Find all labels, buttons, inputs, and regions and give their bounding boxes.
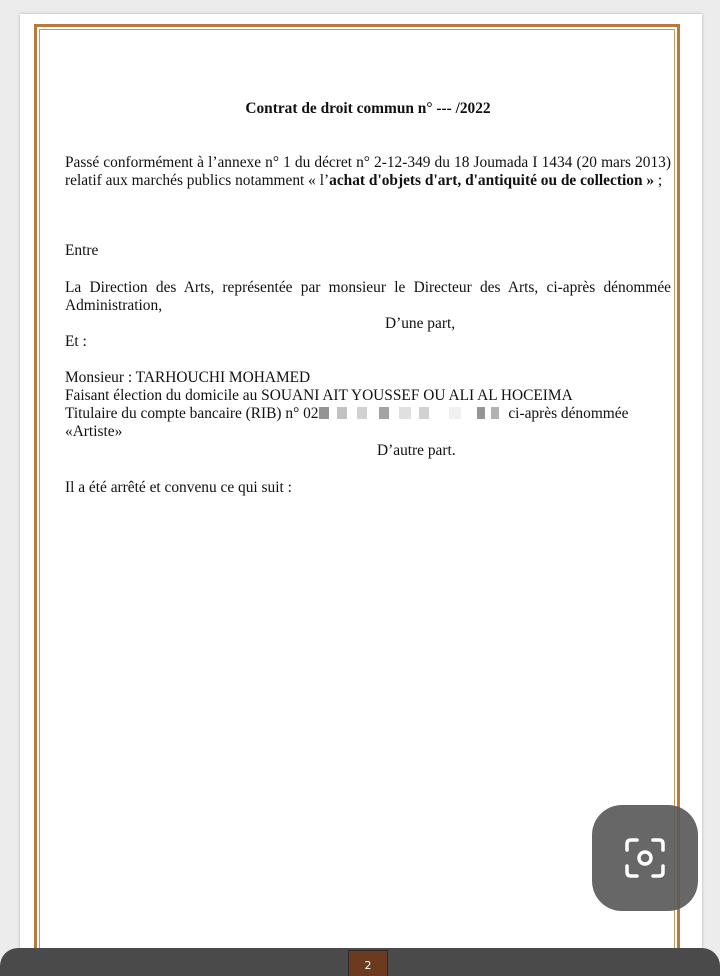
- monsieur-line: Monsieur : TARHOUCHI MOHAMED: [65, 369, 311, 386]
- et-label: Et :: [65, 333, 87, 350]
- convenu-line: Il a été arrêté et convenu ce qui suit :: [65, 479, 292, 496]
- domicile-line: Faisant élection du domicile au SOUANI AIT YOUSSEF OU ALI AL HOCEIMA: [65, 387, 573, 404]
- rib-line: [65, 405, 671, 423]
- lens-scan-button[interactable]: [592, 805, 698, 911]
- contract-title: Contrat de droit commun n° --- /2022: [245, 100, 491, 117]
- lens-scan-icon: [621, 834, 669, 882]
- preamble-bold-text: achat d'objets d'art, d'antiquité ou de collection »: [329, 172, 655, 189]
- preamble-paragraph: [65, 154, 671, 190]
- dune-part-label: D’une part,: [385, 315, 456, 332]
- page-number-indicator[interactable]: 2: [348, 950, 388, 976]
- preamble-text: Passé conformément à l’annexe n° 1 du décret n° 2-12-349 du 18 Joumada I 1434 (20 mars 2013) relatif aux marchés publics notamment « l’: [65, 154, 671, 189]
- dautre-part-label: D’autre part.: [377, 442, 456, 459]
- artiste-label: «Artiste»: [65, 423, 123, 440]
- administration-paragraph: La Direction des Arts, représentée par monsieur le Directeur des Arts, ci-après dénommée Administration,: [65, 279, 671, 314]
- rib-redaction: [319, 407, 505, 419]
- rib-prefix: Titulaire du compte bancaire (RIB) n° 02: [65, 405, 319, 422]
- bottom-toolbar: [0, 948, 720, 976]
- preamble-end: ;: [654, 172, 663, 189]
- rib-suffix: ci-après dénommée: [504, 405, 629, 422]
- entre-label: Entre: [65, 242, 99, 259]
